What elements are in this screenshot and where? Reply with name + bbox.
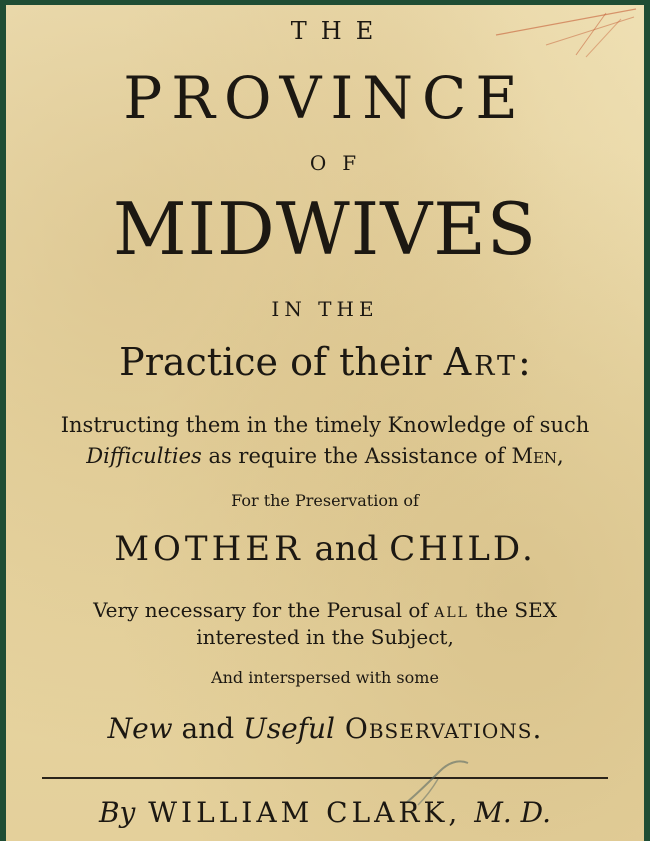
subtitle-instructing: Instructing them in the timely Knowledge of such [60,413,590,437]
new-and-word: and [172,712,244,745]
very-necessary-text: Very necessary for the Perusal of [93,598,435,622]
sex-word: the SEX [468,598,557,622]
practice-colon: : [518,340,531,384]
author-line [6,796,644,829]
men-comma: , [557,444,564,468]
practice-text: Practice of their [119,340,444,384]
title-practice [6,340,644,384]
title-of: OF [309,151,373,175]
practice-art: Art [443,340,519,384]
title-province: PROVINCE [123,64,527,132]
md-word: M. D. [474,796,552,829]
title-midwives: MIDWIVES [112,187,538,271]
subtitle-observations [6,712,644,745]
subtitle-very-necessary [6,600,644,620]
author-name: WILLIAM CLARK, [135,796,475,829]
title-in-the: IN THE [271,297,379,321]
observations-word: Observations. [335,712,543,745]
subtitle-interspersed: And interspersed with some [211,668,439,687]
difficulties-rest: as require the Assistance of [201,444,512,468]
all-word: all [434,598,469,622]
title-the: THE [290,17,388,45]
and-word: and [303,529,390,569]
subtitle-difficulties [6,446,644,467]
horizontal-rule [42,777,608,779]
mother-word: MOTHER [114,529,304,569]
subtitle-interested: interested in the Subject, [196,625,454,649]
useful-word: Useful [243,712,335,745]
new-word: New [107,712,173,745]
title-page [6,5,644,841]
men-word: Men [511,444,558,468]
child-word: CHILD. [389,529,536,569]
subtitle-mother-child [6,529,644,569]
subtitle-preservation: For the Preservation of [231,491,419,510]
difficulties-italic: Difficulties [86,444,202,468]
by-word: By [98,796,136,829]
